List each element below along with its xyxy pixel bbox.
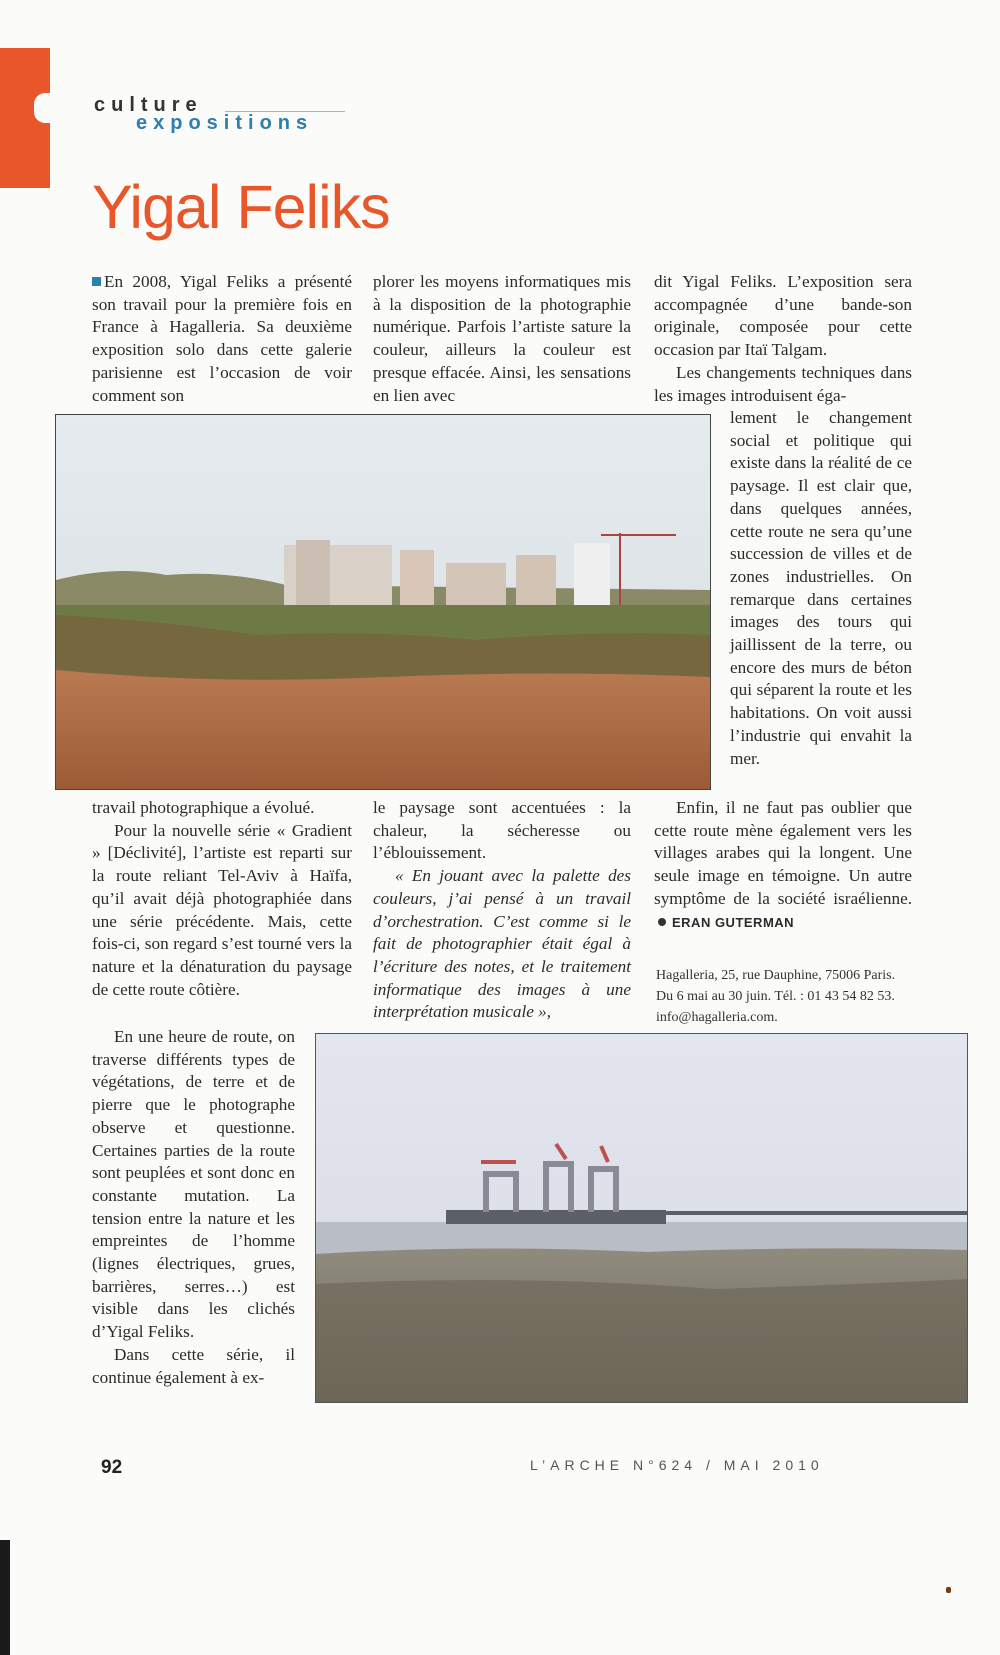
paragraph: Enfin, il ne faut pas oublier que cette route mène également vers les villages arabes qui la longent. Une seule image en témoigne. Un autre symptôme de la société israélienne.: [654, 798, 912, 908]
paragraph: le paysage sont accentuées : la chaleur, la sécheresse ou l’éblouissement.: [373, 798, 631, 863]
paragraph: travail photographique a évolué.: [92, 798, 315, 817]
page-number: 92: [101, 1457, 123, 1478]
paragraph: dit Yigal Feliks. L’exposition sera accompagnée d’une bande-son originale, composée pour cette occasion par Itaï Talgam.: [654, 272, 912, 360]
column-1-top: [92, 271, 352, 407]
binding-edge: [0, 1540, 10, 1655]
exhibition-info: [656, 965, 916, 1028]
photo-coastal-towers: [55, 414, 711, 790]
paragraph: Les changements techniques dans les images introduisent éga-: [654, 362, 912, 405]
author-signature: ERAN GUTERMAN: [672, 914, 795, 930]
column-2-top: [373, 271, 631, 407]
column-3-top: [654, 271, 912, 407]
article-title: Yigal Feliks: [92, 173, 390, 241]
intro-paragraph: En 2008, Yigal Feliks a présenté son travail pour la première fois en France à Hagalleria. Sa deuxième exposition solo dans cette galerie parisienne est l’occasion de voir comment son: [92, 272, 352, 405]
paragraph: Pour la nouvelle série « Gradient » [Déclivité], l’artiste est reparti sur la route reliant Tel-Aviv à Haïfa, qu’il avait déjà photographiée dans une série précédente. Mais, cette fois-ci, son regard s’est tourné vers la nature et la dénaturation du paysage de cette route côtière.: [92, 820, 352, 999]
column-3-wrap: [730, 407, 912, 770]
subsection-label: expositions: [136, 112, 314, 134]
end-bullet-icon: [658, 918, 666, 926]
section-label: culture: [94, 94, 203, 116]
paragraph: plorer les moyens informatiques mis à la disposition de la photographie numérique. Parfois l’artiste sature la couleur, ailleurs la couleur est presque effacée. Ainsi, les sensations en lien avec: [373, 272, 631, 405]
column-1-bottom: [92, 1026, 295, 1389]
paragraph: Dans cette série, il continue également à ex-: [92, 1344, 295, 1387]
journal-footer: L’ARCHE N°624 / MAI 2010: [530, 1457, 824, 1473]
section-tab-notch: [34, 93, 56, 123]
photo-port-cranes: [315, 1033, 968, 1403]
column-3-middle: [654, 797, 912, 934]
paragraph: lement le changement social et politique qui existe dans la réalité de ce paysage. Il est clair que, dans quelques années, cette route ne sera qu’une succession de villes et de zones industrielles. On remarque dans certaines images des tours qui jaillissent de la terre, ou encore des murs de béton qui séparent la route et les habitations. On voit aussi l’industrie qui envahit la mer.: [730, 408, 912, 768]
paragraph-marker-icon: [92, 277, 101, 286]
column-1-middle: [92, 797, 352, 1001]
info-dates: Du 6 mai au 30 juin. Tél. : 01 43 54 82 53.: [656, 989, 895, 1004]
info-email: info@hagalleria.com.: [656, 1010, 778, 1025]
info-address: Hagalleria, 25, rue Dauphine, 75006 Paris.: [656, 968, 896, 983]
quote: « En jouant avec la palette des couleurs, j’ai pensé à un travail d’orchestration. C’est comme si le fait de photographier était égal à l’écriture des notes, et le traitement informatique des images à une interprétation musicale »,: [373, 866, 631, 1022]
paragraph: En une heure de route, on traverse différents types de végétations, de terre et de pierre que le photographe observe et questionne. Certaines parties de la route sont peuplées et sont donc en constante mutation. La tension entre la nature et les empreintes de l’homme (lignes électriques, grues, barrières, serres…) est visible dans les clichés d’Yigal Feliks.: [92, 1027, 295, 1342]
column-2-middle: [373, 797, 631, 1024]
scan-speck: [946, 1587, 951, 1593]
